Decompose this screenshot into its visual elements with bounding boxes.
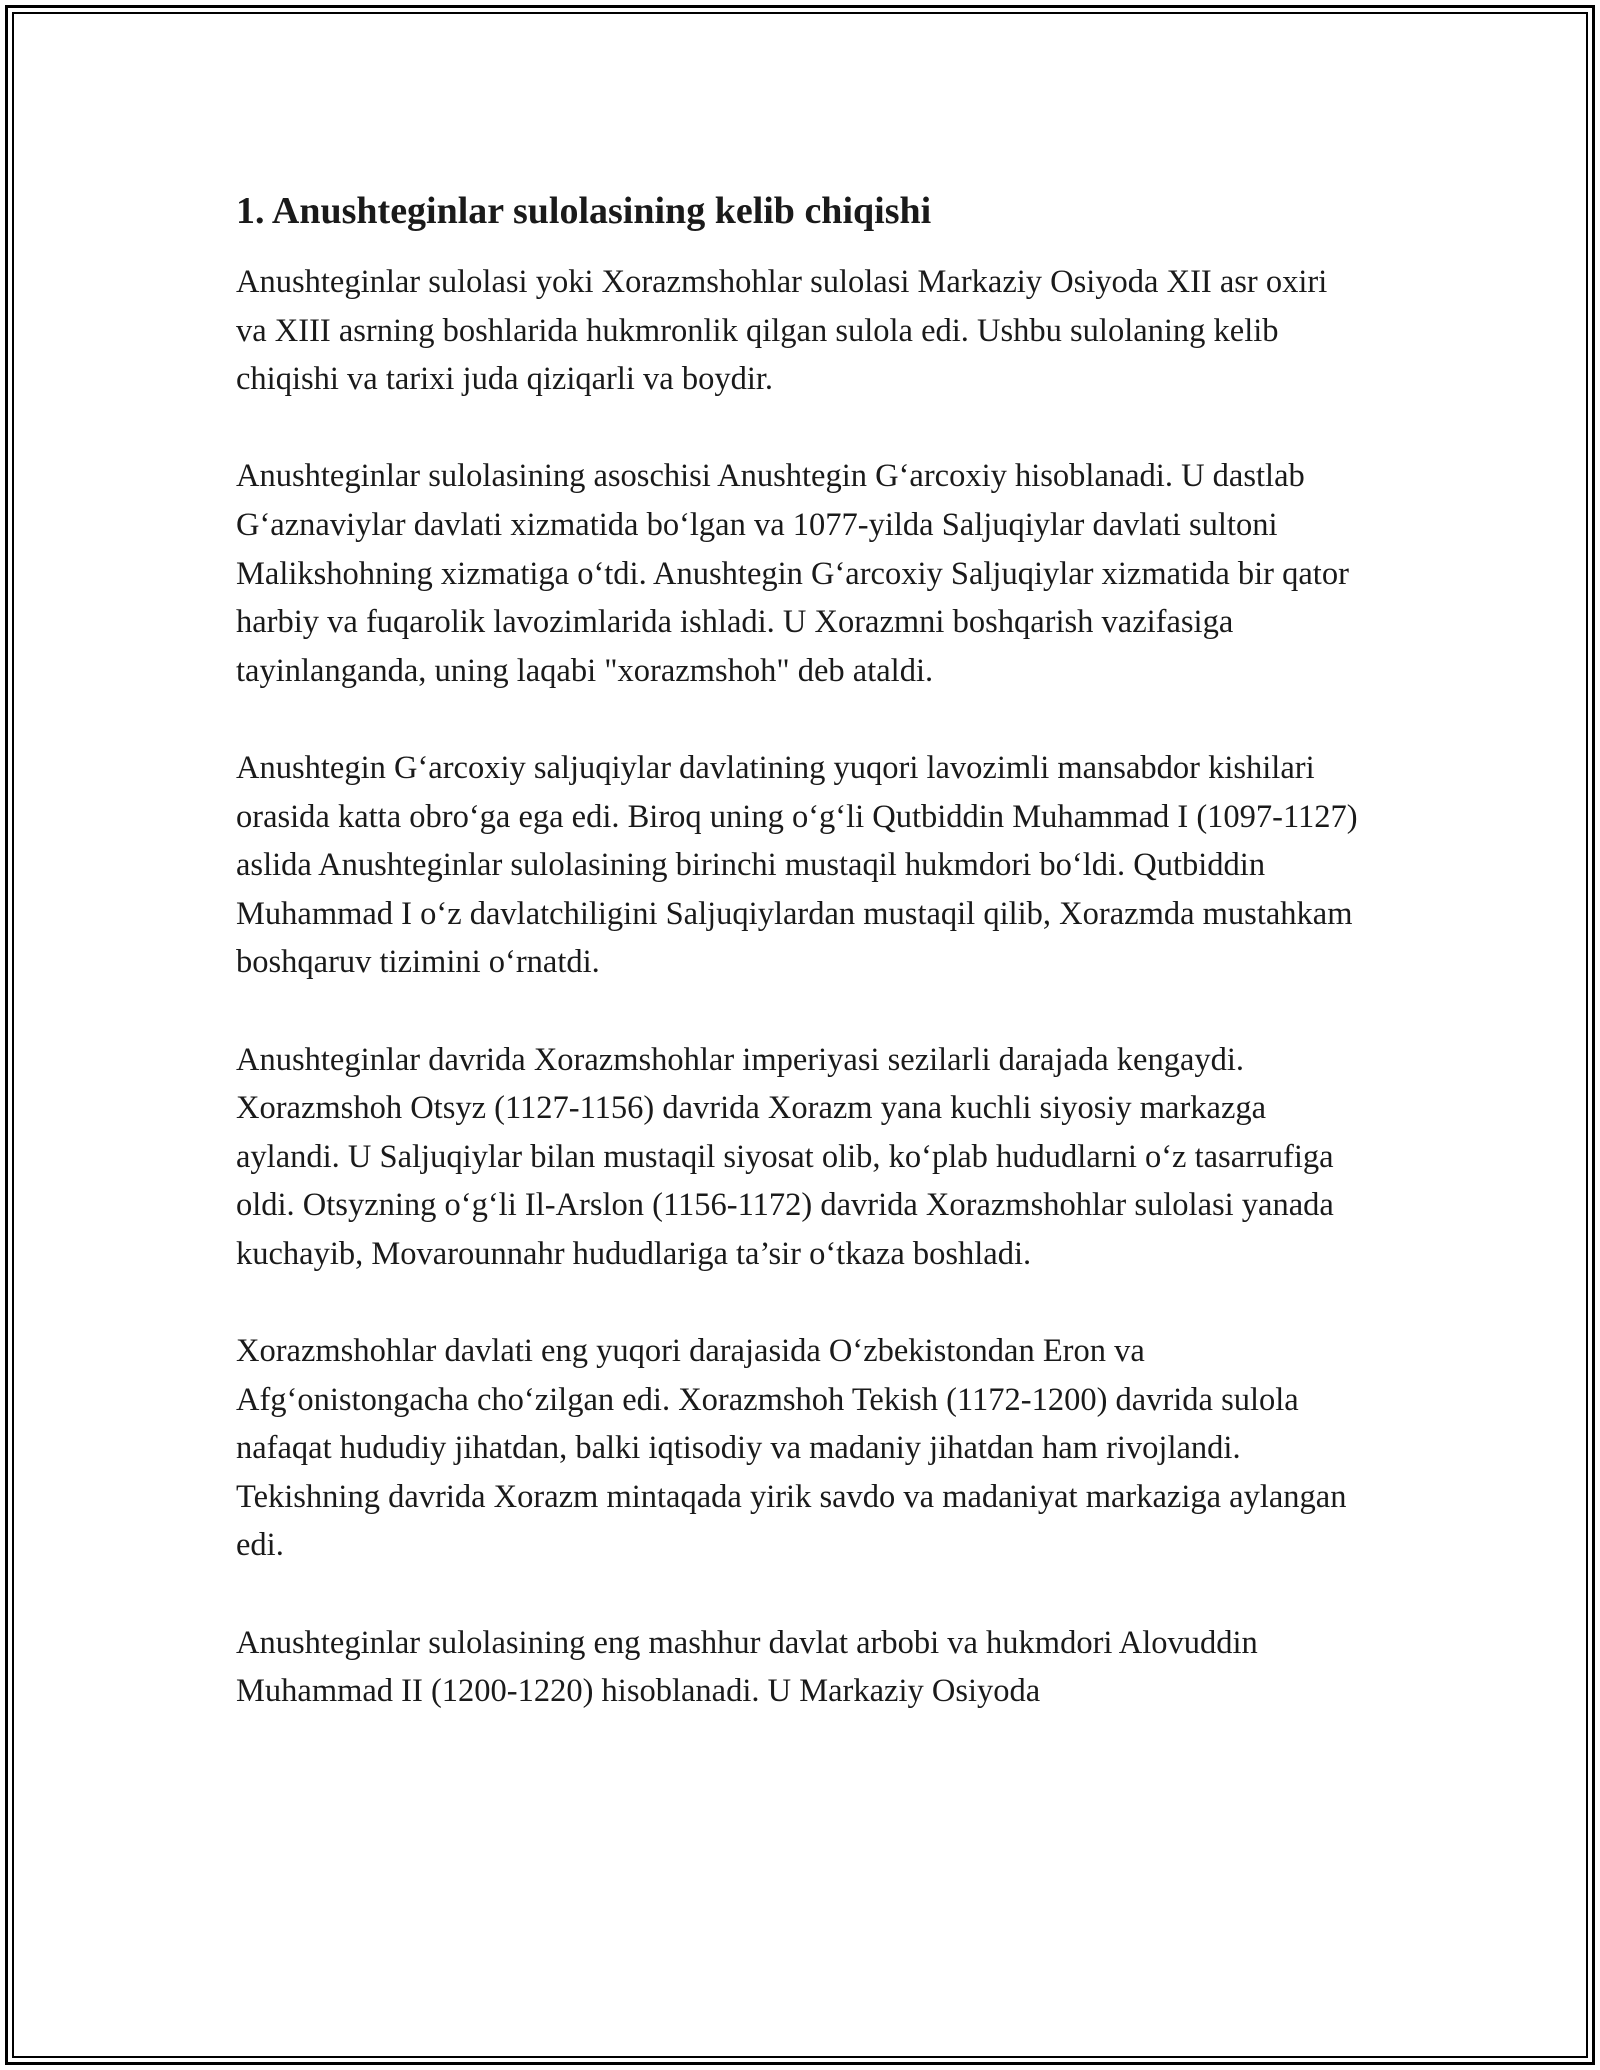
paragraph-4: Anushteginlar davrida Xorazmshohlar imperiyasi sezilarli darajada kengaydi. Xorazmshoh Otsyz (1127-1156) davrida Xorazm yana kuchli siyosiy markazga aylandi. U Saljuqiylar bilan mustaqil siyosat olib, ko‘plab hududlarni o‘z tasarrufiga oldi. Otsyzning o‘g‘li Il-Arslon (1156-1172) davrida Xorazmshohlar sulolasi yanada kuchayib, Movarounnahr hududlariga ta’sir o‘tkaza boshladi. bbox=[236, 1041, 1334, 1272]
paragraph-2: Anushteginlar sulolasining asoschisi Anushtegin G‘arcoxiy hisoblanadi. U dastlab G‘aznaviylar davlati xizmatida bo‘lgan va 1077-yilda Saljuqiylar davlati sultoni Malikshohning xizmatiga o‘tdi. Anushtegin G‘arcoxiy Saljuqiylar xizmatida bir qator harbiy va fuqarolik lavozimlarida ishladi. U Xorazmni boshqarish vazifasiga tayinlanganda, uning laqabi "xorazmshoh" deb ataldi. bbox=[236, 458, 1349, 689]
paragraph-6: Anushteginlar sulolasining eng mashhur davlat arbobi va hukmdori Alovuddin Muhammad II (1200-1220) hisoblanadi. U Markaziy Osiyoda bbox=[236, 1624, 1258, 1710]
paragraph-3: Anushtegin G‘arcoxiy saljuqiylar davlatining yuqori lavozimli mansabdor kishilari orasida katta obro‘ga ega edi. Biroq uning o‘g‘li Qutbiddin Muhammad I (1097-1127) aslida Anushteginlar sulolasining birinchi mustaqil hukmdori bo‘ldi. Qutbiddin Muhammad I o‘z davlatchiligini Saljuqiylardan mustaqil qilib, Xorazmda mustahkam boshqaruv tizimini o‘rnatdi. bbox=[236, 749, 1358, 981]
section-heading: 1. Anushteginlar sulolasining kelib chiqishi bbox=[236, 190, 932, 232]
paragraph-1: Anushteginlar sulolasi yoki Xorazmshohlar sulolasi Markaziy Osiyoda XII asr oxiri va XIII asrning boshlarida hukmronlik qilgan sulola edi. Ushbu sulolaning kelib chiqishi va tarixi juda qiziqarli va boydir. bbox=[236, 264, 1328, 398]
paragraph-5: Xorazmshohlar davlati eng yuqori darajasida O‘zbekistondan Eron va Afg‘onistongacha cho‘zilgan edi. Xorazmshoh Tekish (1172-1200) davrida sulola nafaqat hududiy jihatdan, balki iqtisodiy va madaniy jihatdan ham rivojlandi. Tekishning davrida Xorazm mintaqada yirik savdo va madaniyat markaziga aylangan edi. bbox=[236, 1333, 1347, 1564]
document-body bbox=[236, 186, 1366, 1764]
